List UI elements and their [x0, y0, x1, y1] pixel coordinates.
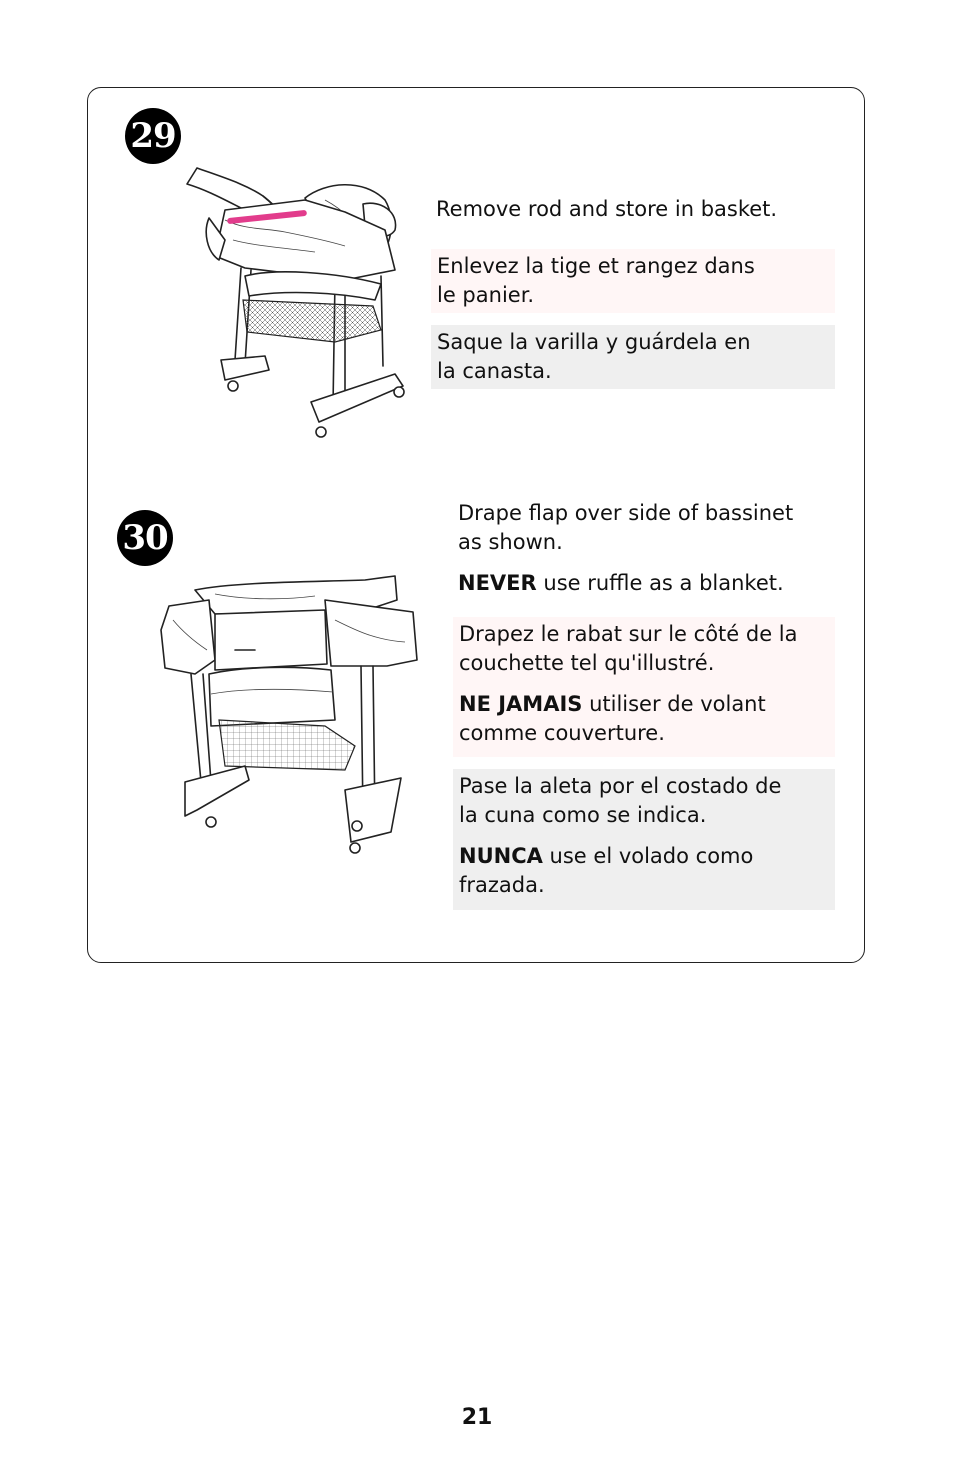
- page-number: 21: [461, 1405, 493, 1430]
- step-30-french-text: Drapez le rabat sur le côté de la couchette tel qu'illustré.: [459, 622, 798, 675]
- step-30-french-warning: [459, 690, 799, 748]
- step-30-spanish-warning: [459, 842, 799, 900]
- step-30-spanish-warning-strong: NUNCA: [459, 844, 543, 868]
- step-29-french-text: Enlevez la tige et rangez dans le panier.: [437, 254, 755, 307]
- step-30-english-warning: [458, 569, 828, 598]
- step-29-french-box: [431, 249, 835, 313]
- step-30-spanish-warning-rest: use el volado como frazada.: [459, 844, 754, 897]
- step-29-badge: 29: [125, 108, 181, 164]
- step-30-illustration: [155, 570, 425, 860]
- step-30-spanish-box: [453, 769, 835, 910]
- step-30-french-warning-strong: NE JAMAIS: [459, 692, 583, 716]
- step-29-illustration: [185, 160, 415, 450]
- step-30-english-warning-strong: NEVER: [458, 571, 537, 595]
- step-30-spanish-text: Pase la aleta por el costado de la cuna como se indica.: [459, 774, 782, 827]
- step-30-french-warning-rest: utiliser de volant comme couverture.: [459, 692, 766, 745]
- step-29-spanish-text: Saque la varilla y guárdela en la canasta.: [437, 330, 751, 383]
- step-30-french-box: [453, 617, 835, 757]
- step-30-english-warning-rest: use ruffle as a blanket.: [536, 571, 784, 595]
- step-30-english-text: Drape flap over side of bassinet as shown.: [458, 501, 794, 554]
- step-29-spanish-box: [431, 325, 835, 389]
- step-29-english-text: Remove rod and store in basket.: [436, 197, 778, 221]
- step-30-badge: 30: [117, 510, 173, 566]
